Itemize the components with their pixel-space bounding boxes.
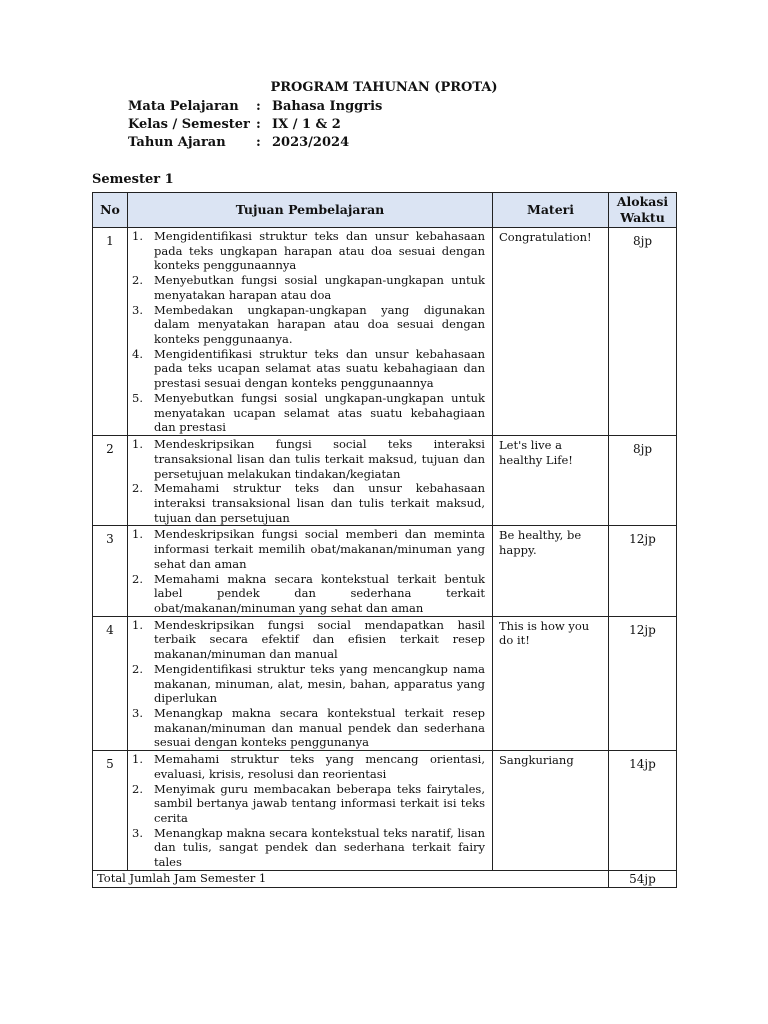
table-row <box>93 228 677 436</box>
row-number: 5 <box>93 751 128 871</box>
objective-item <box>132 706 485 750</box>
materi-cell: Sangkuriang <box>493 751 609 871</box>
objective-number: 4. <box>132 346 143 361</box>
field-colon: : <box>256 99 261 114</box>
objective-text: Memahami struktur teks yang mencang orientasi, evaluasi, krisis, resolusi dan reorientasi <box>154 752 485 781</box>
objective-item <box>132 273 485 302</box>
objective-number: 2. <box>132 571 143 586</box>
objective-text: Menangkap makna secara kontekstual teks naratif, lisan dan tulis, sangat pendek dan sederhana terkait fairy tales <box>154 825 485 870</box>
objective-number: 1. <box>132 229 143 243</box>
materi-cell: Let's live a healthy Life! <box>493 436 609 526</box>
field-kelas-semester <box>128 116 382 134</box>
table-row <box>93 526 677 616</box>
objective-item <box>132 572 485 616</box>
objective-item <box>132 229 485 273</box>
field-colon: : <box>256 117 261 132</box>
objective-text: Menyebutkan fungsi sosial ungkapan-ungkapan untuk menyatakan harapan atau doa <box>154 273 485 302</box>
objective-number: 2. <box>132 481 143 496</box>
objective-list <box>132 618 485 750</box>
field-value: Bahasa Inggris <box>272 99 383 114</box>
objective-number: 3. <box>132 302 143 317</box>
row-number: 3 <box>93 526 128 616</box>
row-number: 2 <box>93 436 128 526</box>
objective-item <box>132 826 485 870</box>
materi-cell: This is how you do it! <box>493 616 609 750</box>
objective-item <box>132 347 485 391</box>
field-tahun-ajaran <box>128 134 382 152</box>
objective-text: Mendeskripsikan fungsi social memberi dan meminta informasi terkait memilih obat/makanan/minuman yang sehat dan aman <box>154 527 485 571</box>
field-mata-pelajaran <box>128 98 382 116</box>
column-header-materi: Materi <box>493 193 609 228</box>
objective-text: Mendeskripsikan fungsi social teks interaksi transaksional lisan dan tulis terkait maksud, tujuan dan persetujuan melakukan tindakan/kegiatan <box>154 437 485 481</box>
field-label: Kelas / Semester <box>128 117 250 132</box>
objective-text: Mengidentifikasi struktur teks yang mencangkup nama makanan, minuman, alat, mesin, bahan, apparatus yang diperlukan <box>154 661 485 706</box>
objective-item <box>132 303 485 347</box>
objective-number: 3. <box>132 825 143 840</box>
objective-text: Menangkap makna secara kontekstual terkait resep makanan/minuman dan manual pendek dan sederhana sesuai dengan konteks penggunanya <box>154 706 485 750</box>
objective-list <box>132 437 485 525</box>
alokasi-cell: 8jp <box>609 436 677 526</box>
field-value: IX / 1 & 2 <box>272 117 341 132</box>
objective-item <box>132 437 485 481</box>
objective-text: Mengidentifikasi struktur teks dan unsur kebahasaan pada teks ungkapan harapan atau doa sesuai dengan konteks penggunaannya <box>154 229 485 273</box>
header-fields <box>128 98 382 152</box>
objective-text: Membedakan ungkapan-ungkapan yang digunakan dalam menyatakan harapan atau doa sesuai dengan konteks penggunaanya. <box>154 302 485 347</box>
alokasi-cell: 8jp <box>609 228 677 436</box>
objective-item <box>132 527 485 571</box>
objective-text: Menyebutkan fungsi sosial ungkapan-ungkapan untuk menyatakan ucapan selamat atas suatu kebahagiaan dan prestasi <box>154 390 485 435</box>
objectives-cell <box>128 616 493 750</box>
table-header-row <box>93 193 677 228</box>
objective-text: Mengidentifikasi struktur teks dan unsur kebahasaan pada teks ucapan selamat atas suatu kebahagiaan dan prestasi sesuai dengan konteks penggunaannya <box>154 346 485 391</box>
alokasi-cell: 14jp <box>609 751 677 871</box>
objective-item <box>132 662 485 706</box>
objectives-cell <box>128 436 493 526</box>
objective-list <box>132 527 485 615</box>
objective-text: Memahami struktur teks dan unsur kebahasaan interaksi transaksional lisan dan tulis terkait maksud, tujuan dan persetujuan <box>154 481 485 525</box>
column-header-alokasi: Alokasi Waktu <box>609 193 677 228</box>
row-number: 1 <box>93 228 128 436</box>
total-value: 54jp <box>609 870 677 887</box>
objective-number: 3. <box>132 706 143 720</box>
objective-text: Memahami makna secara kontekstual terkait bentuk label pendek dan sederhana terkait obat/makanan/minuman yang sehat dan aman <box>154 571 485 615</box>
objective-list <box>132 229 485 435</box>
alokasi-cell: 12jp <box>609 616 677 750</box>
total-row <box>93 870 677 887</box>
field-label: Mata Pelajaran <box>128 99 239 114</box>
table-row <box>93 751 677 871</box>
objective-list <box>132 752 485 870</box>
objective-number: 1. <box>132 752 143 767</box>
objective-number: 1. <box>132 437 143 452</box>
field-value: 2023/2024 <box>272 135 350 150</box>
objectives-cell <box>128 228 493 436</box>
prota-table <box>92 192 677 888</box>
materi-cell: Be healthy, be happy. <box>493 526 609 616</box>
objective-item <box>132 782 485 826</box>
materi-cell: Congratulation! <box>493 228 609 436</box>
alokasi-cell: 12jp <box>609 526 677 616</box>
objective-text: Menyimak guru membacakan beberapa teks fairytales, sambil bertanya jawab tentang informasi terkait isi teks cerita <box>154 781 485 826</box>
objective-number: 1. <box>132 527 143 542</box>
semester-label: Semester 1 <box>92 172 174 187</box>
objective-number: 5. <box>132 390 143 405</box>
objectives-cell <box>128 751 493 871</box>
column-header-no: No <box>93 193 128 228</box>
table-row <box>93 616 677 750</box>
objective-item <box>132 752 485 781</box>
table-row <box>93 436 677 526</box>
objective-number: 2. <box>132 781 143 796</box>
column-header-tujuan: Tujuan Pembelajaran <box>128 193 493 228</box>
objective-item <box>132 391 485 435</box>
field-colon: : <box>256 135 261 150</box>
objective-number: 1. <box>132 617 143 632</box>
objectives-cell <box>128 526 493 616</box>
objective-item <box>132 481 485 525</box>
objective-number: 2. <box>132 273 143 288</box>
objective-text: Mendeskripsikan fungsi social mendapatkan hasil terbaik secara efektif dan efisien terkait resep makanan/minuman dan manual <box>154 617 485 662</box>
field-label: Tahun Ajaran <box>128 135 226 150</box>
row-number: 4 <box>93 616 128 750</box>
total-label: Total Jumlah Jam Semester 1 <box>93 870 609 887</box>
objective-item <box>132 618 485 662</box>
objective-number: 2. <box>132 661 143 676</box>
document-title: PROGRAM TAHUNAN (PROTA) <box>270 80 498 95</box>
